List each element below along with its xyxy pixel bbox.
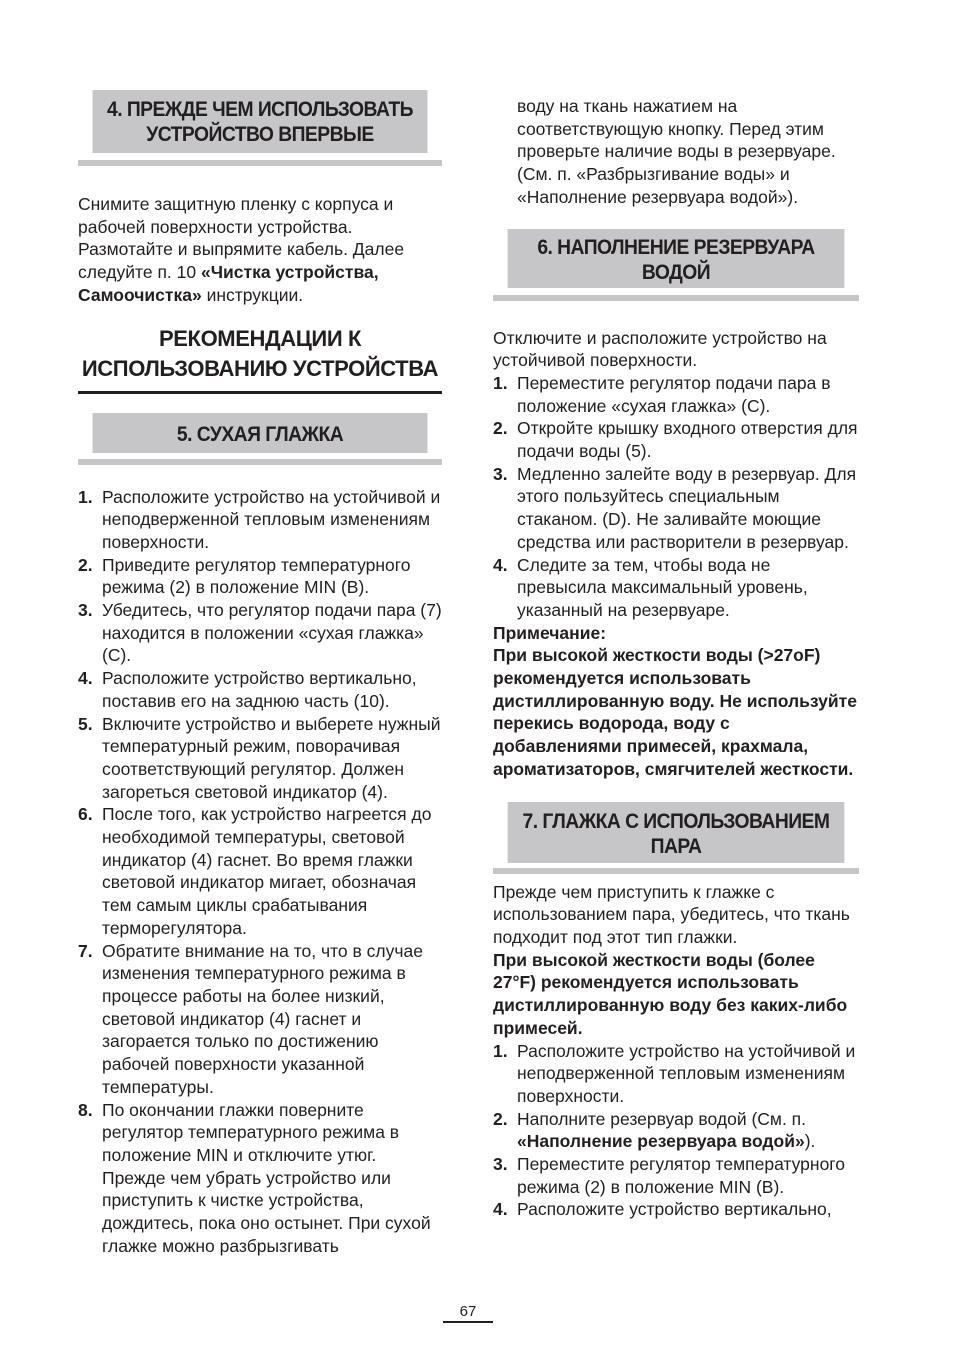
section-6-heading (493, 229, 859, 301)
section-4-heading-bar (78, 160, 442, 166)
list-item-text: Наполните резервуар водой (См. п. (517, 1108, 807, 1129)
section-4-intro (78, 193, 442, 307)
list-item-number: 8. (78, 1099, 93, 1120)
section-6-heading-box (508, 229, 845, 288)
recommendations-heading-line1: РЕКОМЕНДАЦИИ К (159, 325, 361, 351)
list-item-number: 4. (493, 554, 508, 575)
list-item-number: 2. (493, 1108, 508, 1129)
list-item-text: Расположите устройство на устойчивой и неподверженной тепловым изменениям поверхности. (102, 486, 441, 552)
list-item-tail: ). (804, 1131, 816, 1152)
list-item-number: 6. (78, 804, 93, 825)
list-item (493, 1108, 859, 1153)
list-item-number: 7. (78, 940, 93, 961)
page-number-underline (443, 1321, 493, 1323)
recommendations-heading-line2: ИСПОЛЬЗОВАНИЮ УСТРОЙСТВА (81, 355, 439, 381)
recommendations-rule (78, 391, 442, 394)
right-column (493, 95, 859, 1221)
list-item (493, 1040, 859, 1108)
list-item-number: 3. (493, 463, 508, 484)
list-item (493, 1153, 859, 1198)
list-item (78, 599, 442, 667)
list-item (78, 803, 442, 939)
list-item (78, 1099, 442, 1258)
list-item (78, 667, 442, 712)
section-5-heading (78, 413, 442, 465)
section-7-list (493, 1040, 859, 1222)
section-4-intro-text: Снимите защитную пленку с корпуса и рабочей поверхности устройства. Размотайте и выпрямите кабель. Далее следуйте п. 10 (78, 194, 405, 283)
section-6-heading-bar (493, 295, 859, 301)
section-5-heading-bar (78, 459, 442, 465)
list-item-text: Переместите регулятор подачи пара в положение «сухая глажка» (C). (517, 372, 831, 416)
list-item-number: 5. (78, 713, 93, 734)
list-item-text: Убедитесь, что регулятор подачи пара (7) находится в положении «сухая глажка» (C). (102, 600, 442, 666)
list-item (78, 554, 442, 599)
list-item-number: 3. (78, 600, 93, 621)
section-4-heading-line2: УСТРОЙСТВО ВПЕРВЫЕ (146, 123, 374, 146)
section-6-heading-line1: 6. НАПОЛНЕНИЕ РЕЗЕРВУАРА (537, 235, 815, 259)
section-5-heading-box: 5. СУХАЯ ГЛАЖКА (93, 413, 428, 453)
section-7-heading-box: 7. ГЛАЖКА С ИСПОЛЬЗОВАНИЕМ ПАРА (508, 802, 845, 863)
note-text: При высокой жесткости воды (>27oF) рекомендуется использовать дистиллированную воду. Не используйте перекись водорода, воду с добавлениями примесей, крахмала, ароматизаторов, смягчителей жесткости. (493, 645, 857, 779)
list-item-number: 1. (493, 372, 508, 393)
list-item-text: Откройте крышку входного отверстия для подачи воды (5). (517, 418, 858, 462)
list-item-number: 1. (78, 486, 93, 507)
list-item (493, 372, 859, 417)
list-item-number: 4. (78, 668, 93, 689)
list-item-text: Переместите регулятор температурного режима (2) в положение MIN (B). (517, 1154, 846, 1197)
section-4-intro-bold: «Чистка устройства, Самоочистка» (78, 262, 379, 305)
list-item-bold: «Наполнение резервуара водой» (517, 1131, 805, 1152)
list-item (493, 463, 859, 554)
list-item (493, 1198, 859, 1221)
section-5-list (78, 486, 442, 1258)
section-4-heading-line1: 4. ПРЕЖДЕ ЧЕМ ИСПОЛЬЗОВАТЬ (107, 98, 413, 121)
section-6-heading-line2: ВОДОЙ (641, 260, 711, 284)
note-label: Примечание: (493, 622, 607, 643)
list-item-number: 3. (493, 1154, 508, 1175)
section-6-intro: Отключите и расположите устройство на устойчивой поверхности. (493, 327, 827, 371)
list-item-text: Обратите внимание на то, что в случае изменения температурного режима в процессе работы на более низкий, световой индикатор (4) гаснет и загорается только по достижению рабочей поверхности указанной температуры. (102, 940, 423, 1097)
list-item (493, 554, 859, 622)
section-4-heading (78, 90, 442, 166)
section-4-intro-tail: инструкции. (201, 284, 304, 305)
list-item-text: После того, как устройство нагреется до необходимой температуры, световой индикатор (4) гаснет. Во время глажки световой индикатор мигает, обозначая тем самым циклы срабатывания терморегулятора. (102, 804, 432, 938)
section-6-list (493, 372, 859, 622)
list-item (493, 417, 859, 462)
section-7-heading (493, 802, 859, 874)
left-column (78, 90, 442, 1257)
list-item-number: 1. (493, 1040, 508, 1061)
list-item (78, 940, 442, 1099)
page-number: 67 (459, 1303, 477, 1320)
list-item (78, 713, 442, 804)
list-item-text: Следите за тем, чтобы вода не превысила максимальный уровень, указанный на резервуаре. (517, 554, 808, 620)
list-item-number: 2. (78, 554, 93, 575)
section-4-heading-box (93, 90, 428, 153)
list-item-text: Включите устройство и выберете нужный температурный режим, поворачивая соответствующий регулятор. Должен загореться световой индикатор (4). (102, 713, 441, 802)
section-7-warning: При высокой жесткости воды (более 27°F) рекомендуется использовать дистиллированную воду без каких-либо примесей. (493, 949, 848, 1038)
continued-text: воду на ткань нажатием на соответствующую кнопку. Перед этим проверьте наличие воды в резервуаре. (См. п. «Разбрызгивание воды» и «Наполнение резервуара водой»). (517, 96, 836, 207)
list-item-text: Расположите устройство вертикально, (517, 1199, 832, 1220)
list-item-text: Расположите устройство на устойчивой и неподверженной тепловым изменениям поверхности. (517, 1040, 856, 1106)
list-item (78, 486, 442, 554)
recommendations-heading (78, 324, 442, 384)
list-item-number: 2. (493, 418, 508, 439)
list-item-number: 4. (493, 1199, 508, 1220)
list-item-text: По окончании глажки поверните регулятор температурного режима в положение MIN и отключите утюг. Прежде чем убрать устройство или приступить к чистке устройства, дождитесь, пока оно остынет. При сухой глажке можно разбрызгивать (102, 1099, 431, 1256)
section-7-heading-bar (493, 868, 859, 874)
section-7-intro: Прежде чем приступить к глажке с использованием пара, убедитесь, что ткань подходит под этот тип глажки. (493, 881, 850, 947)
list-item-text: Расположите устройство вертикально, поставив его на заднюю часть (10). (102, 668, 417, 711)
list-item-text: Приведите регулятор температурного режима (2) в положение MIN (B). (102, 554, 411, 598)
list-item-text: Медленно залейте воду в резервуар. Для этого пользуйтесь специальным стаканом. (D). Не заливайте моющие средства или растворители в резервуар. (517, 463, 857, 552)
